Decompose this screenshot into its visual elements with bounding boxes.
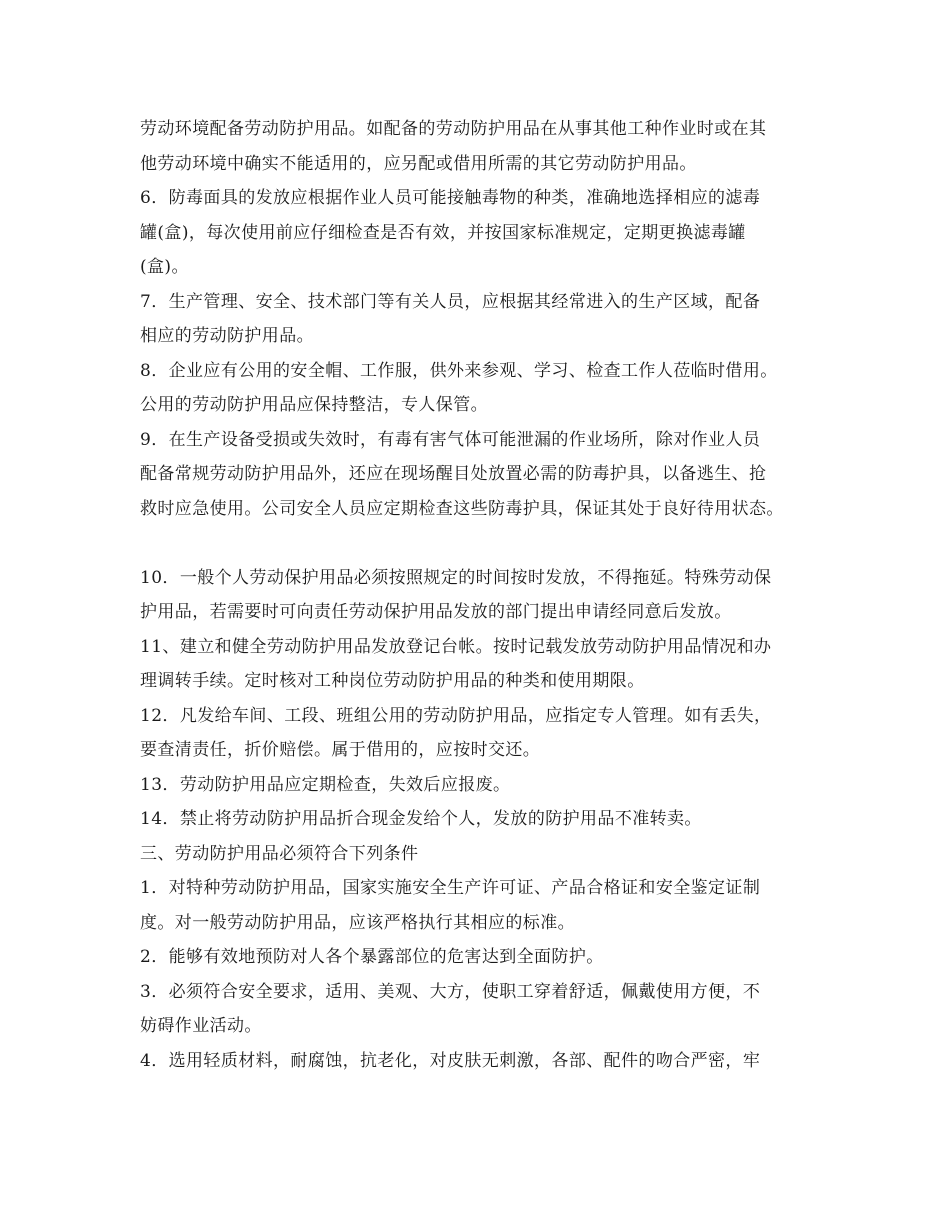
text-line: 14．禁止将劳动防护用品折合现金发给个人，发放的防护用品不准转卖。 [140,809,702,829]
text-line: 劳动环境配备劳动防护用品。如配备的劳动防护用品在从事其他工种作业时或在其 [140,119,767,139]
text-line: 要查清责任，折价赔偿。属于借用的，应按时交还。 [140,740,541,760]
document-body [140,112,820,1078]
text-line: 度。对一般劳动防护用品，应该严格执行其相应的标准。 [140,912,575,933]
text-line: 13．劳动防护用品应定期检查，失效后应报废。 [140,774,511,795]
text-line: 6．防毒面具的发放应根据作业人员可能接触毒物的种类，准确地选择相应的滤毒 [140,188,761,208]
text-line: 12．凡发给车间、工段、班组公用的劳动防护用品，应指定专人管理。如有丢失， [140,705,772,726]
text-line: 救时应急使用。公司安全人员应定期检查这些防毒护具，保证其处于良好待用状态。 [140,498,784,519]
text-line: 8．企业应有公用的安全帽、工作服，供外来参观、学习、检查工作人莅临时借用。 [140,360,778,381]
text-line: 罐(盒)，每次使用前应仔细检查是否有效，并按国家标准规定，定期更换滤毒罐 [140,222,746,243]
text-line: 护用品，若需要时可向责任劳动保护用品发放的部门提出申请经同意后发放。 [140,602,732,622]
text-line: 4．选用轻质材料，耐腐蚀，抗老化，对皮肤无刺激，各部、配件的吻合严密，牢 [140,1050,761,1071]
text-line: 3．必须符合安全要求，适用、美观、大方，使职工穿着舒适，佩戴使用方便，不 [140,981,761,1002]
text-line: 9．在生产设备受损或失效时，有毒有害气体可能泄漏的作业场所，除对作业人员 [140,429,761,450]
paragraph-gap [140,526,820,561]
text-line: 1．对特种劳动防护用品，国家实施安全生产许可证、产品合格证和安全鉴定证制 [140,878,761,898]
text-line: 11、建立和健全劳动防护用品发放登记台帐。按时记载发放劳动防护用品情况和办 [140,636,772,657]
section-heading: 三、劳动防护用品必须符合下列条件 [140,843,419,864]
text-line: 2．能够有效地预防对人各个暴露部位的危害达到全面防护。 [140,947,604,967]
text-line: 配备常规劳动防护用品外，还应在现场醒目处放置必需的防毒护具，以备逃生、抢 [140,464,767,484]
text-line: 理调转手续。定时核对工种岗位劳动防护用品的种类和使用期限。 [140,671,645,691]
text-line: 公用的劳动防护用品应保持整洁，专人保管。 [140,395,488,415]
text-line: 他劳动环境中确实不能适用的，应另配或借用所需的其它劳动防护用品。 [140,153,697,174]
text-line: 7．生产管理、安全、技术部门等有关人员，应根据其经常进入的生产区域，配备 [140,291,761,312]
text-line: (盒)。 [140,257,189,277]
text-line: 妨碍作业活动。 [140,1016,262,1036]
text-line: 10．一般个人劳动保护用品必须按照规定的时间按时发放，不得拖延。特殊劳动保 [140,567,772,588]
text-line: 相应的劳动防护用品。 [140,326,314,346]
